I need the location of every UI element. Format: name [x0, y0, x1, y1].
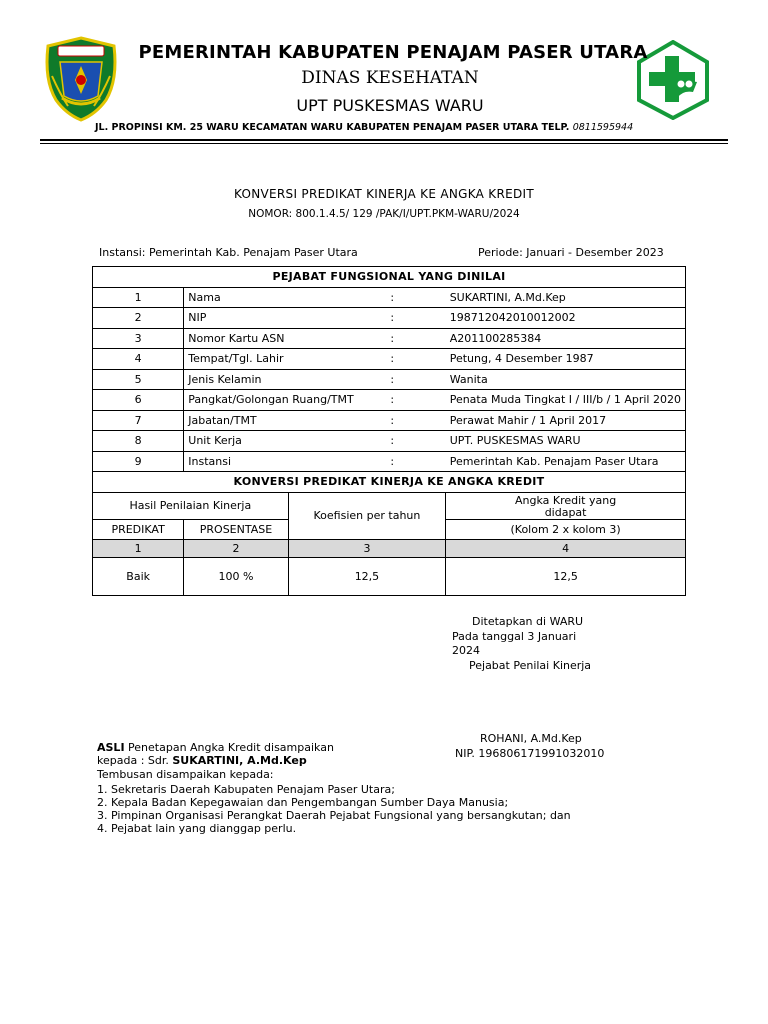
list-item [97, 783, 571, 796]
row-separator: : [390, 431, 445, 452]
list-item-number: 2. [97, 796, 108, 809]
koefisien-header: Koefisien per tahun [288, 492, 446, 540]
list-item-number: 4. [97, 822, 108, 835]
list-item-number: 1. [97, 783, 108, 796]
table-row [93, 308, 686, 329]
row-separator: : [390, 349, 445, 370]
row-label: Jabatan/TMT [184, 410, 391, 431]
row-number: 6 [93, 390, 184, 411]
list-item [97, 809, 571, 822]
row-number: 3 [93, 328, 184, 349]
row-value: Pemerintah Kab. Penajam Paser Utara [446, 451, 686, 472]
table-row [93, 431, 686, 452]
row-value: Wanita [446, 369, 686, 390]
section-official: PEJABAT FUNGSIONAL YANG DINILAI [93, 267, 686, 288]
list-item [97, 796, 571, 809]
asli-line: ASLI Penetapan Angka Kredit disampaikan [97, 741, 334, 754]
doc-number: NOMOR: 800.1.4.5/ 129 /PAK/I/UPT.PKM-WARU/2024 [248, 208, 520, 220]
list-item-text: Kepala Badan Kepegawaian dan Pengembangan Sumber Daya Manusia; [111, 796, 509, 809]
row-label: Jenis Kelamin [184, 369, 391, 390]
sign-name: ROHANI, A.Md.Kep [480, 732, 582, 745]
row-label: Nama [184, 287, 391, 308]
list-item-text: Sekretaris Daerah Kabupaten Penajam Paser Utara; [111, 783, 395, 796]
tembusan-label: Tembusan disampaikan kepada: [97, 768, 274, 781]
row-value: A201100285384 [446, 328, 686, 349]
row-number: 5 [93, 369, 184, 390]
table-row [93, 451, 686, 472]
prosentase-header: PROSENTASE [184, 519, 288, 540]
table-row [93, 287, 686, 308]
row-label: Tempat/Tgl. Lahir [184, 349, 391, 370]
col-num-2: 2 [184, 540, 288, 558]
list-item-number: 3. [97, 809, 108, 822]
header-address: JL. PROPINSI KM. 25 WARU KECAMATAN WARU KABUPATEN PENAJAM PASER UTARA TELP. 0811595944 [95, 122, 634, 133]
row-separator: : [390, 369, 445, 390]
sign-date-1: Pada tanggal 3 Januari [452, 630, 577, 643]
row-separator: : [390, 410, 445, 431]
header-phone: 0811595944 [572, 122, 634, 133]
sign-place: Ditetapkan di WARU [472, 615, 584, 628]
header-unit: UPT PUSKESMAS WARU [296, 96, 484, 115]
periode-label: Periode: Januari - Desember 2023 [478, 246, 664, 259]
table-row [93, 369, 686, 390]
table-row [93, 328, 686, 349]
kolom-header: (Kolom 2 x kolom 3) [446, 519, 686, 540]
sign-nip: NIP. 196806171991032010 [455, 747, 605, 760]
row-number: 1 [93, 287, 184, 308]
sign-role: Pejabat Penilai Kinerja [469, 659, 592, 672]
row-label: NIP [184, 308, 391, 329]
list-item-text: Pejabat lain yang dianggap perlu. [111, 822, 297, 835]
value-koefisien: 12,5 [288, 558, 446, 596]
doc-title: KONVERSI PREDIKAT KINERJA KE ANGKA KREDIT [233, 187, 535, 201]
row-value: UPT. PUSKESMAS WARU [446, 431, 686, 452]
row-number: 4 [93, 349, 184, 370]
table-row [93, 410, 686, 431]
list-item-text: Pimpinan Organisasi Perangkat Daerah Pejabat Fungsional yang bersangkutan; dan [111, 809, 571, 822]
table-row [93, 390, 686, 411]
row-value: Penata Muda Tingkat I / III/b / 1 April 2020 [446, 390, 686, 411]
row-value: SUKARTINI, A.Md.Kep [446, 287, 686, 308]
table-row [93, 349, 686, 370]
header-government: PEMERINTAH KABUPATEN PENAJAM PASER UTARA [138, 42, 648, 63]
value-angka-kredit: 12,5 [446, 558, 686, 596]
row-separator: : [390, 451, 445, 472]
row-label: Unit Kerja [184, 431, 391, 452]
instansi-label: Instansi: Pemerintah Kab. Penajam Paser Utara [99, 246, 358, 259]
tembusan-list [97, 783, 571, 835]
col-num-4: 4 [446, 540, 686, 558]
row-separator: : [390, 308, 445, 329]
row-number: 7 [93, 410, 184, 431]
row-value: Petung, 4 Desember 1987 [446, 349, 686, 370]
col-num-3: 3 [288, 540, 446, 558]
row-number: 2 [93, 308, 184, 329]
value-predikat: Baik [93, 558, 184, 596]
sign-date-2: 2024 [452, 644, 480, 657]
row-number: 8 [93, 431, 184, 452]
row-label: Nomor Kartu ASN [184, 328, 391, 349]
row-value: 198712042010012002 [446, 308, 686, 329]
list-item [97, 822, 571, 835]
row-value: Perawat Mahir / 1 April 2017 [446, 410, 686, 431]
header-rule-thin [40, 143, 728, 144]
header-rule-thick [40, 139, 728, 141]
angka-header: Angka Kredit yang didapat [446, 492, 686, 519]
kepada-line: kepada : Sdr. SUKARTINI, A.Md.Kep [97, 754, 307, 767]
row-separator: : [390, 328, 445, 349]
value-prosentase: 100 % [184, 558, 288, 596]
predikat-header: PREDIKAT [93, 519, 184, 540]
col-num-1: 1 [93, 540, 184, 558]
row-separator: : [390, 287, 445, 308]
header-department: DINAS KESEHATAN [301, 68, 479, 88]
row-number: 9 [93, 451, 184, 472]
row-label: Instansi [184, 451, 391, 472]
hasil-header: Hasil Penilaian Kinerja [93, 492, 289, 519]
section-conversion: KONVERSI PREDIKAT KINERJA KE ANGKA KREDIT [93, 472, 686, 493]
row-label: Pangkat/Golongan Ruang/TMT [184, 390, 391, 411]
row-separator: : [390, 390, 445, 411]
evaluation-table [92, 266, 686, 596]
